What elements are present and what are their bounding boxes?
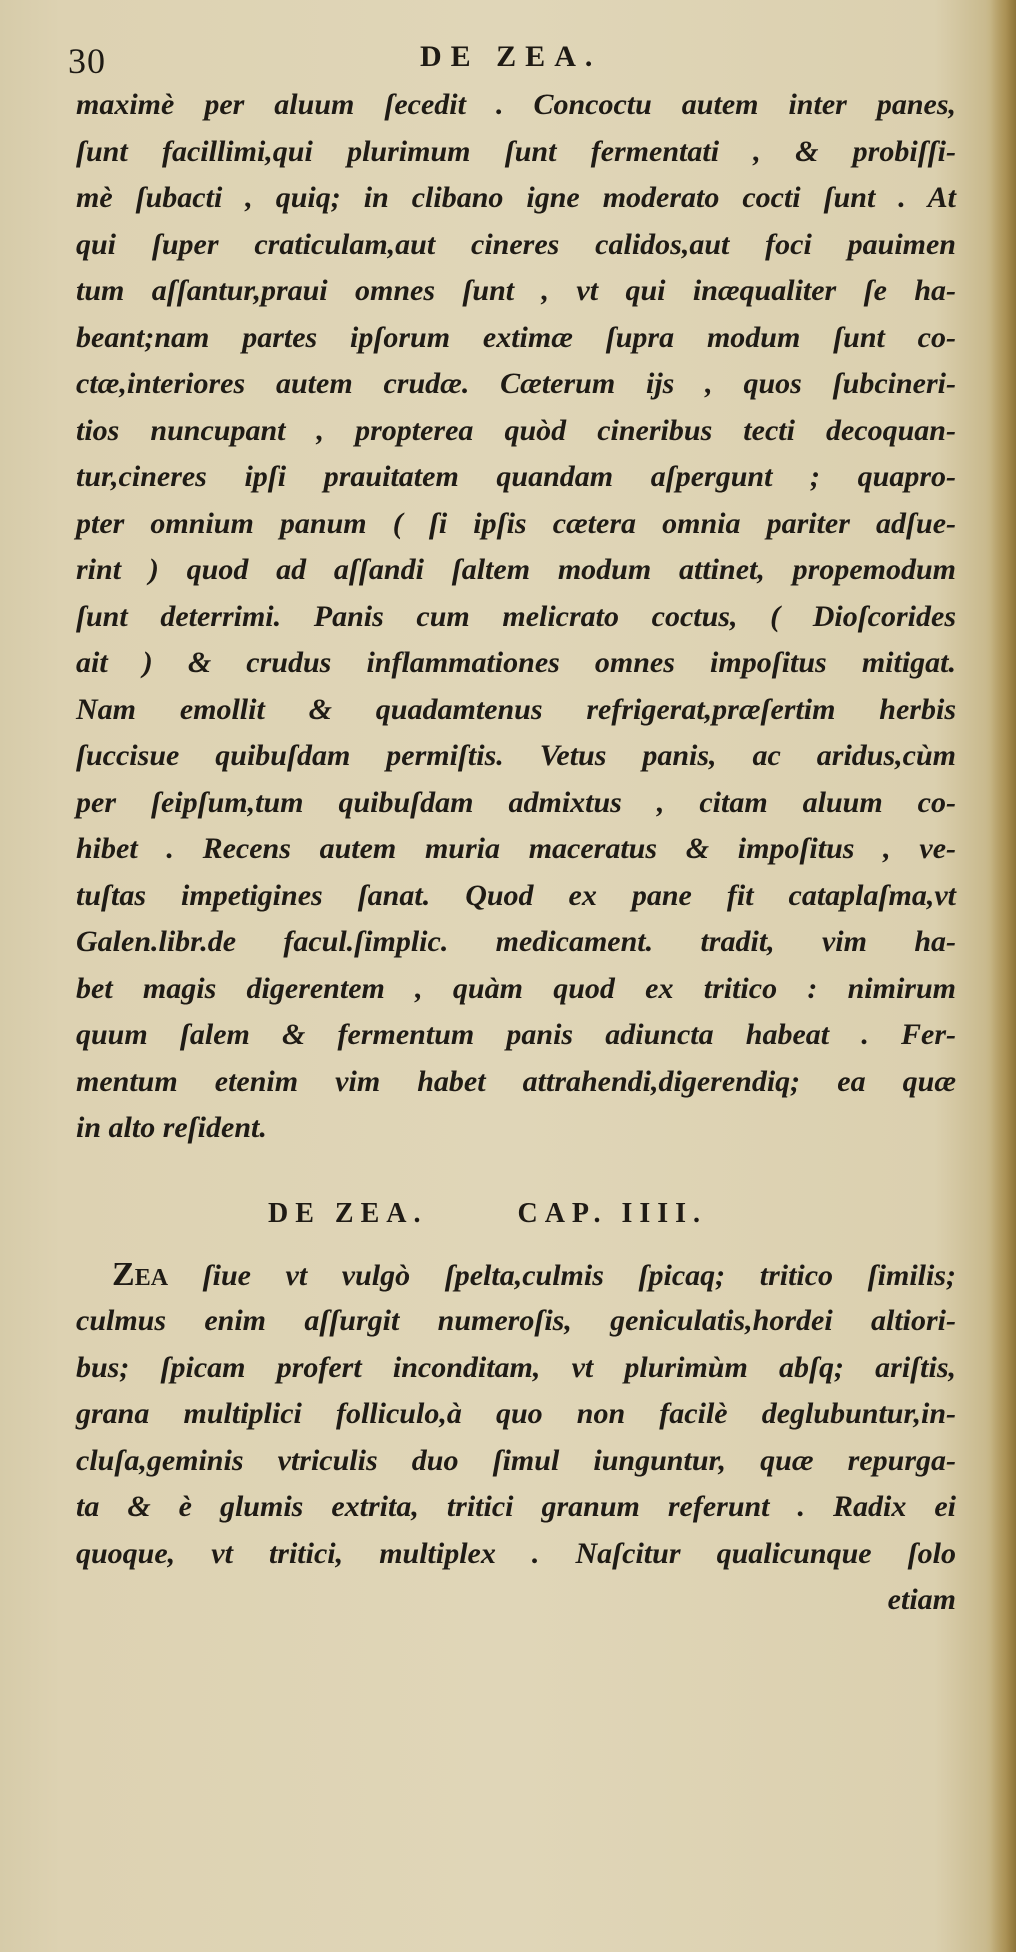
body-line: per ſeipſum,tum quibuſdam admixtus , citam aluum co- [76, 785, 956, 819]
chapter-heading [76, 1186, 956, 1242]
body-line: Galen.libr.de facul.ſimplic. medicament. tradit, vim ha- [76, 925, 956, 958]
body-line: qui ſuper craticulam,aut cineres calidos,aut foci pauimen [76, 227, 956, 261]
body-line: ait ) & crudus inflammationes omnes impoſitus mitigat. [76, 646, 956, 679]
body-line: hibet . Recens autem muria maceratus & impoſitus , ve- [76, 832, 956, 865]
body-line: beant;nam partes ipſorum extimæ ſupra modum ſunt co- [76, 320, 956, 354]
chapter-title: DE ZEA. [268, 1197, 428, 1229]
page-number: 30 [68, 41, 106, 81]
running-head [60, 40, 960, 80]
catchword: etiam [887, 1583, 956, 1616]
running-title: DE ZEA. [420, 40, 602, 73]
chapter-line: bus; ſpicam profert inconditam, vt plurimùm abſq; ariſtis, [76, 1350, 956, 1384]
chapter-line: ta & è glumis extrita, tritici granum referunt . Radix ei [76, 1490, 956, 1523]
chapter-line: cluſa,geminis vtriculis duo ſimul iunguntur, quæ repurga- [76, 1443, 956, 1477]
body-line: quum ſalem & fermentum panis adiuncta habeat . Fer- [76, 1018, 956, 1051]
body-line: ſuccisue quibuſdam permiſtis. Vetus panis, ac aridus,cùm [76, 739, 956, 772]
body-line: tum aſſantur,praui omnes ſunt , vt qui inæqualiter ſe ha- [76, 274, 956, 307]
chapter-paragraph [76, 1252, 956, 1624]
body-line: ctæ,interiores autem crudæ. Cæterum ijs , quos ſubcineri- [76, 367, 956, 400]
body-line: ſunt deterrimi. Panis cum melicrato coctus, ( Dioſcorides [76, 599, 956, 633]
body-line: rint ) quod ad aſſandi ſaltem modum attinet, propemodum [76, 553, 956, 586]
page-edge-shadow [990, 0, 1016, 1952]
body-line: maximè per aluum ſecedit . Concoctu autem inter panes, [76, 88, 956, 121]
body-line: ſunt facillimi,qui plurimum ſunt fermentati , & probiſſi- [76, 134, 956, 168]
chapter-line: culmus enim aſſurgit numeroſis, geniculatis,hordei altiori- [76, 1304, 956, 1337]
initial-letter: ZEA [112, 1255, 169, 1293]
text-block [76, 82, 956, 1624]
body-line: Nam emollit & quadamtenus refrigerat,præſertim herbis [76, 692, 956, 726]
chapter-first-line: ZEA ſiue vt vulgò ſpelta,culmis ſpicaq; tritico ſimilis; [112, 1255, 956, 1293]
chapter-line: quoque, vt tritici, multiplex . Naſcitur qualicunque ſolo [76, 1536, 956, 1570]
body-line: tur,cineres ipſi prauitatem quandam aſpergunt ; quapro- [76, 460, 956, 493]
body-line: pter omnium panum ( ſi ipſis cætera omnia pariter adſue- [76, 506, 956, 540]
body-line: tuſtas impetigines ſanat. Quod ex pane fit cataplaſma,vt [76, 878, 956, 912]
body-line: in alto reſident. [76, 1111, 267, 1144]
body-line: bet magis digerentem , quàm quod ex tritico : nimirum [76, 971, 956, 1005]
chapter-line: grana multiplici folliculo,à quo non facilè deglubuntur,in- [76, 1397, 956, 1430]
body-line: mentum etenim vim habet attrahendi,digerendiq; ea quæ [76, 1064, 956, 1098]
body-paragraph [76, 82, 956, 1152]
chapter-number: CAP. IIII. [517, 1197, 708, 1229]
body-line: tios nuncupant , propterea quòd cineribus tecti decoquan- [76, 413, 956, 447]
body-line: mè ſubacti , quiq; in clibano igne moderato cocti ſunt . At [76, 181, 956, 214]
